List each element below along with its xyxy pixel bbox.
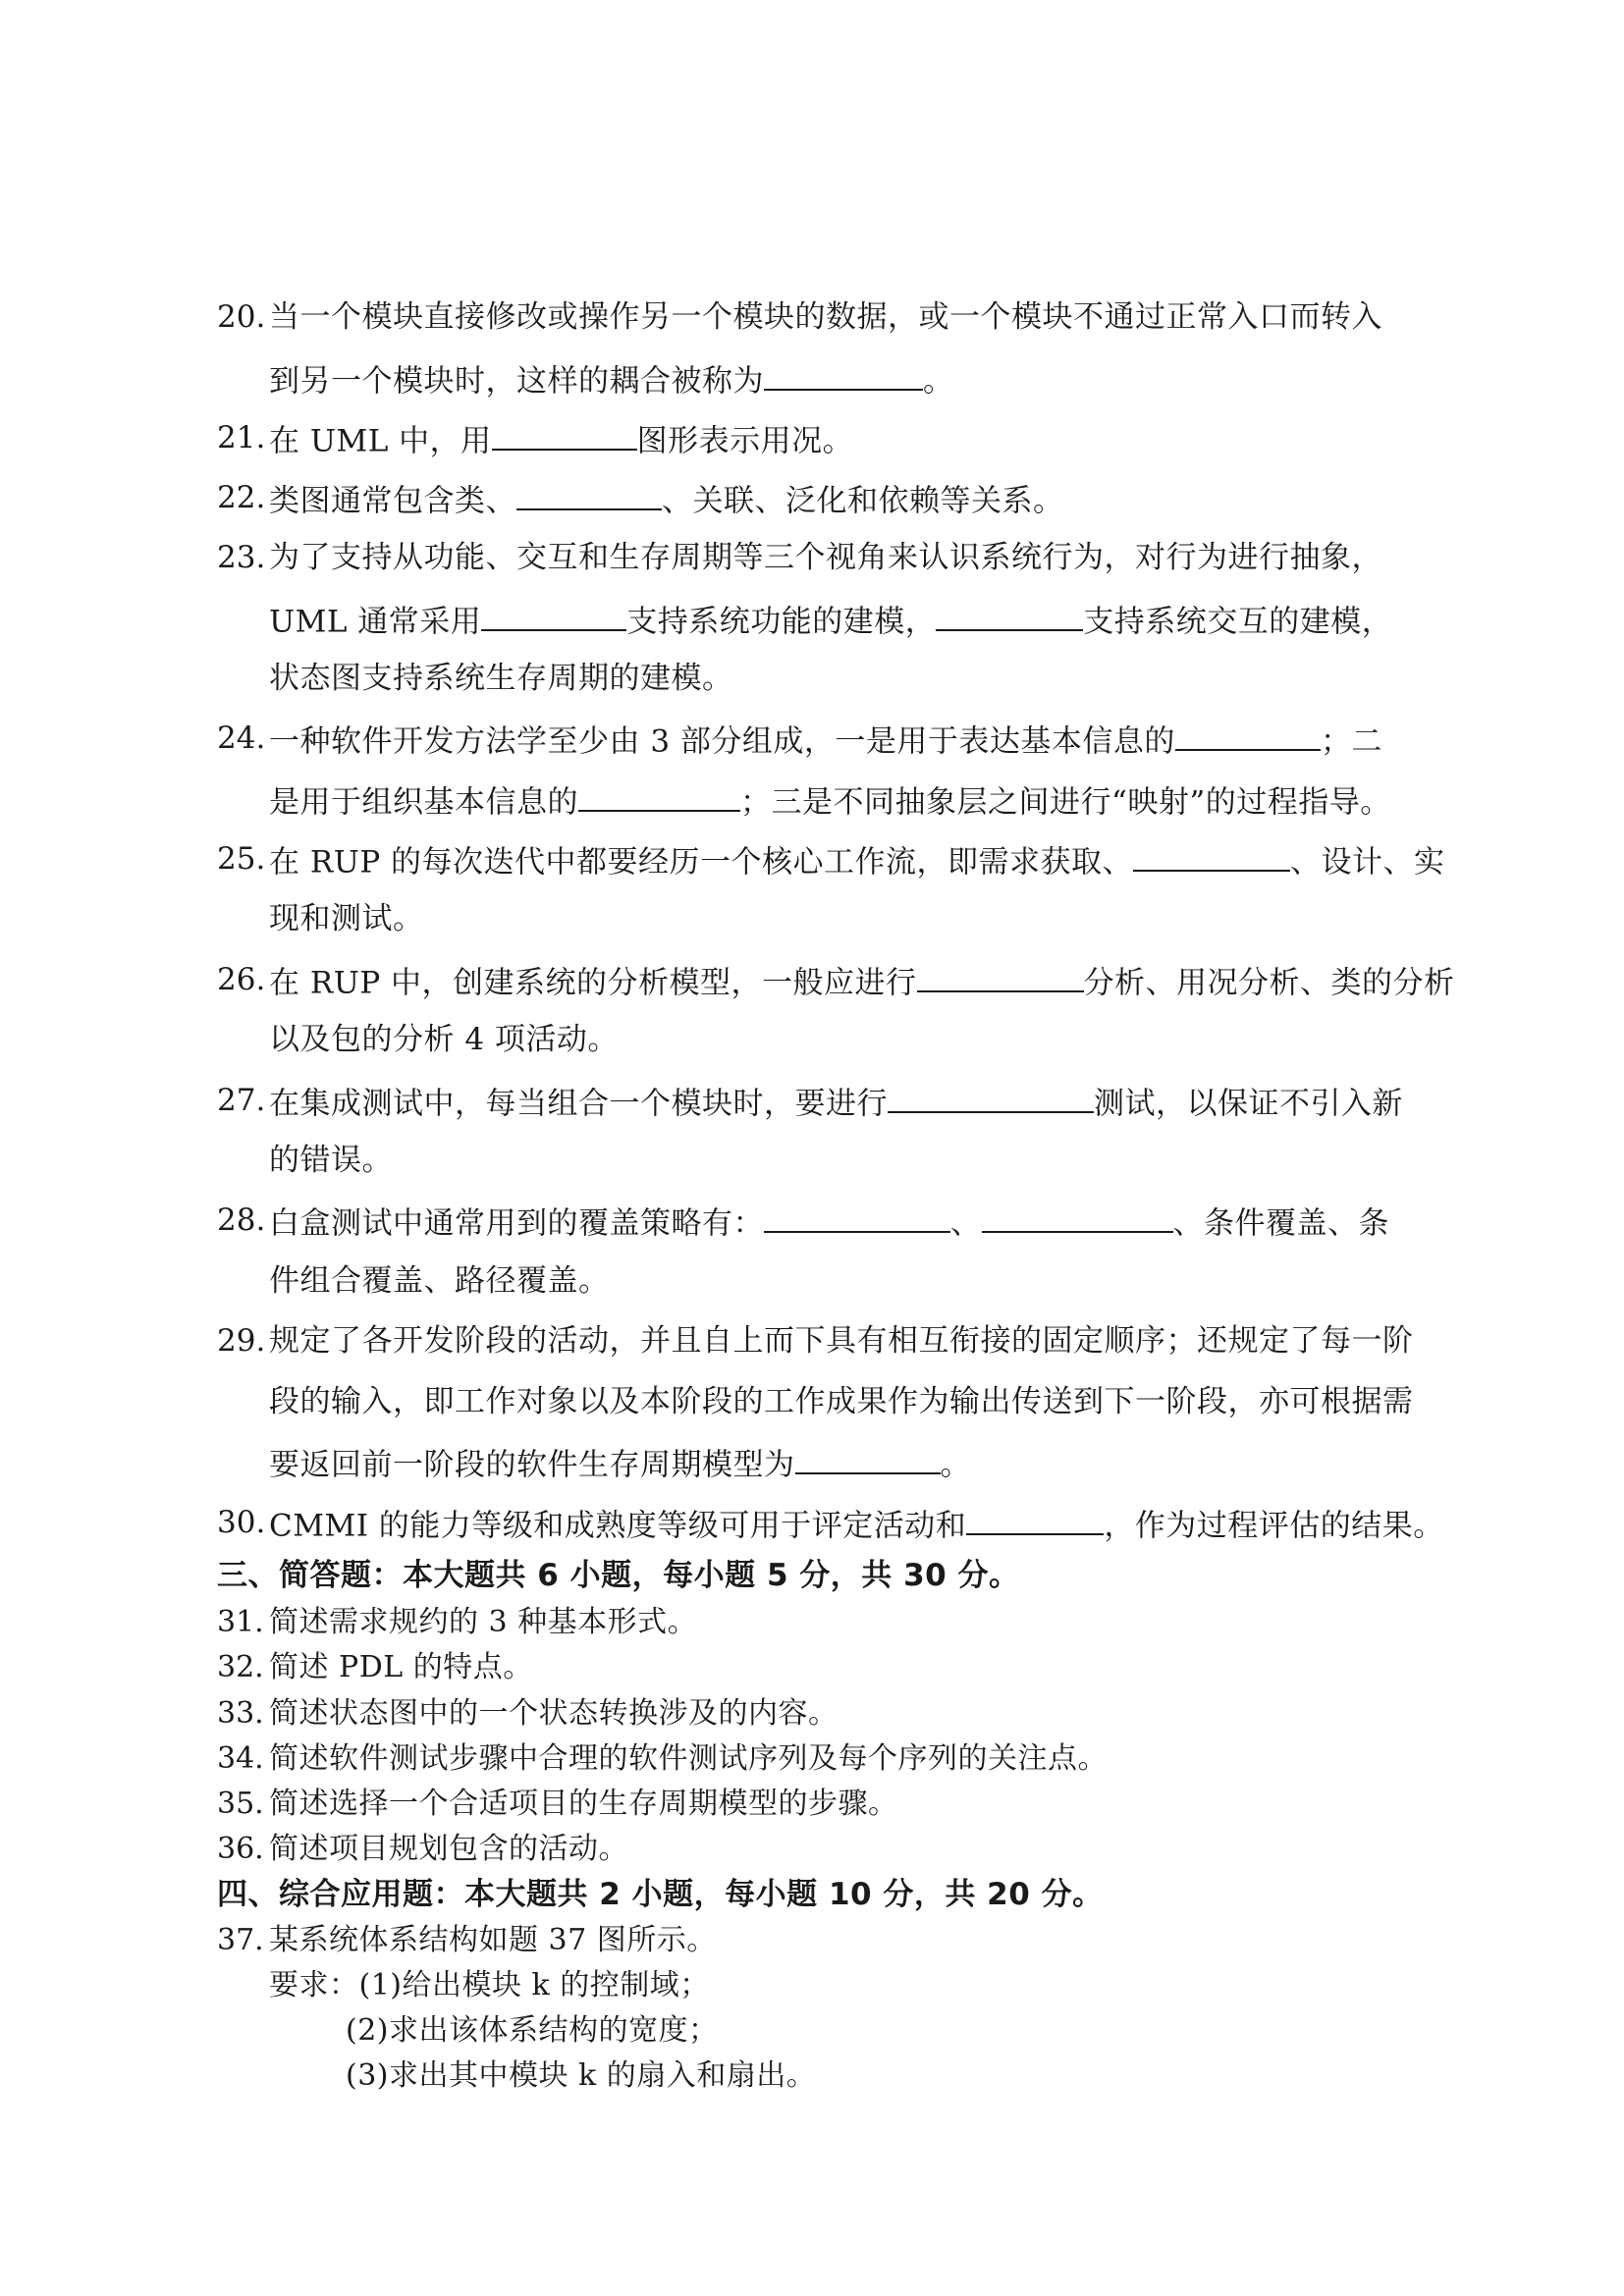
answer-blank <box>481 604 626 631</box>
requirement-line <box>269 1968 710 2002</box>
question-number: 23. <box>217 540 266 575</box>
answer-blank <box>764 363 923 391</box>
question-text: 简述需求规约的 3 种基本形式。 <box>269 1605 698 1639</box>
answer-blank <box>492 423 637 451</box>
question-text: 简述状态图中的一个状态转换涉及的内容。 <box>269 1696 839 1731</box>
question-number: 30. <box>217 1505 266 1540</box>
question-text: 状态图支持系统生存周期的建模。 <box>269 661 733 696</box>
requirement-item: (3)求出其中模块 k 的扇入和扇出。 <box>346 2058 817 2093</box>
question-text: 在 UML 中，用 图形表示用况。 <box>269 423 854 459</box>
question-text: 的错误。 <box>269 1143 393 1178</box>
question-text: 某系统体系结构如题 37 图所示。 <box>269 1923 717 1957</box>
question-text: 简述软件测试步骤中合理的软件测试序列及每个序列的关注点。 <box>269 1741 1108 1776</box>
question-number: 22. <box>217 480 266 515</box>
question-number: 28. <box>217 1202 266 1238</box>
question-number: 32. <box>217 1650 264 1684</box>
question-number: 27. <box>217 1083 266 1118</box>
answer-blank <box>1133 844 1290 872</box>
question-number: 20. <box>217 299 266 335</box>
answer-blank <box>764 1205 950 1233</box>
answer-blank <box>795 1447 941 1474</box>
question-text: 类图通常包含类、 、关联、泛化和依赖等关系。 <box>269 483 1064 519</box>
question-text: 现和测试。 <box>269 901 424 936</box>
question-number: 24. <box>217 721 266 756</box>
question-text: 要返回前一阶段的软件生存周期模型为 。 <box>269 1447 971 1483</box>
question-text: 是用于组织基本信息的 ；三是不同抽象层之间进行“映射”的过程指导。 <box>269 784 1391 821</box>
requirement-label: 要求： <box>269 1968 359 2002</box>
question-text: 段的输入，即工作对象以及本阶段的工作成果作为输出传送到下一阶段，亦可根据需 <box>269 1384 1414 1419</box>
question-number: 26. <box>217 962 266 997</box>
question-text: CMMI 的能力等级和成熟度等级可用于评定活动和 ，作为过程评估的结果。 <box>269 1508 1444 1544</box>
question-text: UML 通常采用 支持系统功能的建模， 支持系统交互的建模， <box>269 604 1393 640</box>
question-text: 在 RUP 的每次迭代中都要经历一个核心工作流，即需求获取、 、设计、实 <box>269 844 1445 881</box>
answer-blank <box>888 1086 1094 1113</box>
question-text: 简述 PDL 的特点。 <box>269 1650 533 1684</box>
section-heading: 四、综合应用题：本大题共 2 小题，每小题 10 分，共 20 分。 <box>217 1877 1104 1912</box>
question-text: 规定了各开发阶段的活动，并且自上而下具有相互衔接的固定顺序；还规定了每一阶 <box>269 1323 1414 1359</box>
question-number: 33. <box>217 1696 264 1731</box>
question-number: 34. <box>217 1741 264 1776</box>
question-text: 以及包的分析 4 项活动。 <box>269 1022 619 1057</box>
answer-blank <box>578 784 740 812</box>
answer-blank <box>966 1508 1104 1535</box>
requirement-item: (1)给出模块 k 的控制域； <box>358 1968 710 2002</box>
question-text: 白盒测试中通常用到的覆盖策略有： 、 、条件覆盖、条 <box>269 1205 1389 1242</box>
question-text: 在集成测试中，每当组合一个模块时，要进行 测试，以保证不引入新 <box>269 1086 1403 1122</box>
question-number: 25. <box>217 841 266 877</box>
question-number: 37. <box>217 1923 264 1957</box>
question-text: 为了支持从功能、交互和生存周期等三个视角来认识系统行为，对行为进行抽象， <box>269 540 1382 575</box>
question-number: 31. <box>217 1605 264 1639</box>
question-text: 当一个模块直接修改或操作另一个模块的数据，或一个模块不通过正常入口而转入 <box>269 299 1382 335</box>
question-number: 36. <box>217 1832 264 1866</box>
answer-blank <box>936 604 1083 631</box>
question-number: 35. <box>217 1787 264 1821</box>
question-text: 件组合覆盖、路径覆盖。 <box>269 1263 610 1299</box>
answer-blank <box>982 1205 1173 1233</box>
question-text: 简述项目规划包含的活动。 <box>269 1832 628 1866</box>
question-text: 在 RUP 中，创建系统的分析模型，一般应进行 分析、用况分析、类的分析 <box>269 965 1455 1001</box>
requirement-item: (2)求出该体系结构的宽度； <box>346 2013 719 2048</box>
question-number: 29. <box>217 1323 266 1359</box>
section-heading: 三、简答题：本大题共 6 小题，每小题 5 分，共 30 分。 <box>217 1558 1020 1593</box>
question-number: 21. <box>217 420 266 455</box>
answer-blank <box>1175 723 1321 751</box>
question-text: 一种软件开发方法学至少由 3 部分组成，一是用于表达基本信息的 ；二 <box>269 723 1382 760</box>
question-text: 简述选择一个合适项目的生存周期模型的步骤。 <box>269 1787 898 1821</box>
question-text: 到另一个模块时，这样的耦合被称为 。 <box>269 363 954 400</box>
answer-blank <box>516 483 662 510</box>
answer-blank <box>917 965 1084 992</box>
